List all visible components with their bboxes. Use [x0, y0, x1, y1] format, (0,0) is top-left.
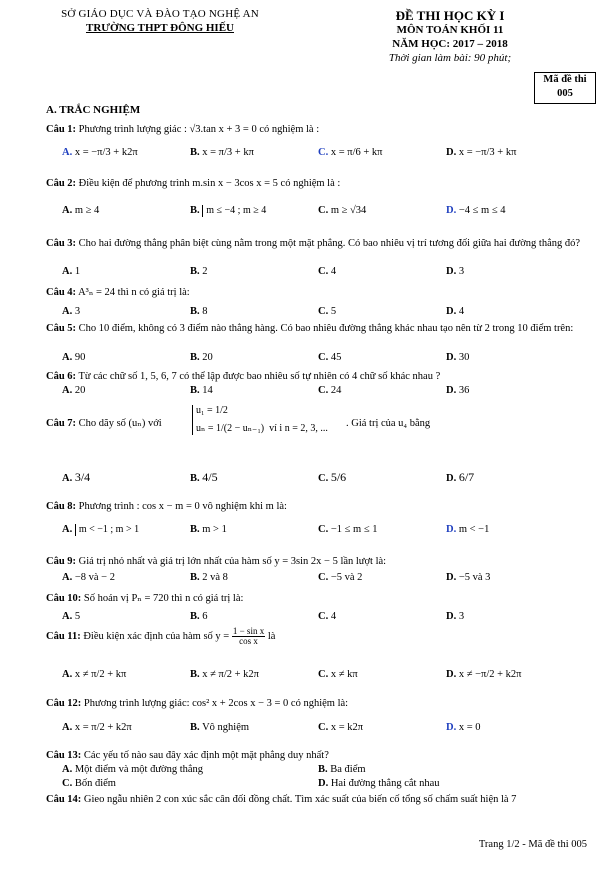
- question-number: Câu 9:: [46, 556, 77, 567]
- option-text[interactable]: 14: [202, 385, 213, 396]
- option-text[interactable]: 3: [74, 306, 81, 317]
- question-number: Câu 11:: [46, 630, 81, 642]
- option-text[interactable]: m < −1 ; m > 1: [75, 524, 139, 536]
- option-letter: A.: [62, 385, 73, 396]
- question-text: Điều kiện xác định của hàm số y =: [83, 630, 230, 642]
- page-footer: Trang 1/2 - Mã đề thi 005: [478, 839, 587, 850]
- option-text[interactable]: x ≠ kπ: [330, 669, 358, 680]
- option-letter: D.: [446, 147, 457, 158]
- option-text[interactable]: 4: [458, 306, 465, 317]
- question-number: Câu 14:: [46, 794, 82, 805]
- exam-title: ĐỀ THI HỌC KỲ I: [395, 8, 505, 23]
- option-text[interactable]: 45: [330, 352, 342, 363]
- question-11: [46, 627, 586, 646]
- option-letter: B.: [190, 306, 200, 317]
- fraction-numerator: 1 − sin x: [232, 626, 265, 636]
- school-name: TRƯỜNG THPT ĐÔNG HIẾU: [85, 21, 234, 34]
- question-number: Câu 7:: [46, 418, 77, 429]
- question-number: Câu 2:: [46, 178, 77, 189]
- duration: Thời gian làm bài: 90 phút;: [388, 51, 512, 64]
- option-letter: A.: [62, 205, 73, 216]
- option-letter: D.: [446, 266, 457, 277]
- option-letter: B.: [190, 385, 200, 396]
- exam-code-box: [534, 72, 596, 104]
- recurrence-initial: u₁ = 1/2: [196, 405, 228, 416]
- question-number: Câu 3:: [46, 238, 77, 249]
- option-text[interactable]: x = π/2 + k2π: [74, 722, 132, 733]
- question-text-end: là: [267, 630, 276, 642]
- option-letter: A.: [62, 764, 73, 775]
- question-text: Cho dãy số (uₙ) với: [78, 418, 162, 429]
- option-text[interactable]: 36: [458, 385, 470, 396]
- option-text[interactable]: 4/5: [202, 470, 218, 484]
- question-13: [46, 749, 586, 762]
- option-text[interactable]: −1 ≤ m ≤ 1: [330, 524, 378, 535]
- option-letter: A.: [62, 147, 73, 158]
- option-letter: D.: [446, 611, 457, 622]
- option-text[interactable]: Hai đường thẳng cắt nhau: [330, 778, 440, 789]
- option-text[interactable]: m ≥ 4: [74, 205, 100, 216]
- option-letter: A.: [62, 572, 73, 583]
- option-text[interactable]: 2: [202, 266, 208, 277]
- option-letter: C.: [318, 147, 329, 158]
- option-text[interactable]: 1: [74, 266, 81, 277]
- question-text: Gieo ngẫu nhiên 2 con xúc sắc cân đối đồng chất. Tìm xác suất của biến cố tổng số chấm suất hiện là 7: [83, 794, 517, 805]
- option-letter: B.: [190, 722, 200, 733]
- question-text-end: . Giá trị của u₄ bằng: [346, 418, 431, 429]
- subject: MÔN TOÁN KHỐI 11: [396, 24, 504, 37]
- option-letter: B.: [190, 669, 200, 680]
- option-text[interactable]: 6: [202, 611, 208, 622]
- option-letter: D.: [446, 306, 457, 317]
- option-text[interactable]: x ≠ −π/2 + k2π: [458, 669, 522, 680]
- fraction-denominator: cos x: [239, 636, 258, 646]
- option-letter: B.: [190, 352, 200, 363]
- option-letter: B.: [190, 147, 200, 158]
- option-letter: B.: [318, 764, 328, 775]
- option-text[interactable]: 5: [74, 611, 81, 622]
- header-right: [330, 8, 570, 66]
- option-letter: B.: [190, 611, 200, 622]
- option-text[interactable]: 5: [330, 306, 337, 317]
- question-text: Phương trình : cos x − m = 0 vô nghiệm khi m là:: [78, 501, 287, 512]
- option-letter: C.: [318, 722, 329, 733]
- question-14: [46, 793, 586, 806]
- option-letter: C.: [318, 473, 329, 484]
- option-letter: A.: [62, 473, 73, 484]
- option-letter: D.: [446, 385, 457, 396]
- option-letter: D.: [446, 722, 457, 733]
- question-text: Phương trình lượng giác : √3.tan x + 3 = 0 có nghiệm là :: [78, 124, 320, 135]
- question-1: [46, 123, 586, 136]
- option-letter: B.: [190, 266, 200, 277]
- header-left: [40, 8, 280, 36]
- option-text[interactable]: Bốn điểm: [74, 778, 116, 789]
- question-number: Câu 10:: [46, 593, 82, 604]
- option-text[interactable]: 30: [458, 352, 470, 363]
- question-4: [46, 286, 586, 299]
- exam-code: 005: [557, 88, 573, 99]
- option-text[interactable]: x = −π/3 + kπ: [458, 147, 517, 158]
- question-number: Câu 8:: [46, 501, 77, 512]
- option-text[interactable]: m ≤ −4 ; m ≥ 4: [202, 205, 266, 217]
- option-letter: D.: [446, 205, 457, 216]
- option-text[interactable]: −4 ≤ m ≤ 4: [458, 205, 506, 216]
- question-text: Cho hai đường thẳng phân biệt cùng nằm trong một mặt phẳng. Có bao nhiêu vị trí tương đối giữa hai đường thẳng đó?: [78, 238, 581, 249]
- option-text[interactable]: 90: [74, 352, 86, 363]
- option-letter: C.: [318, 266, 329, 277]
- recurrence-condition: ví i n = 2, 3, ...: [269, 423, 328, 434]
- option-letter: C.: [318, 385, 329, 396]
- option-letter: A.: [62, 611, 73, 622]
- option-letter: A.: [62, 266, 73, 277]
- option-text[interactable]: x = 0: [458, 722, 481, 733]
- question-9: [46, 555, 586, 568]
- option-letter: D.: [446, 572, 457, 583]
- question-text: Số hoán vị Pₙ = 720 thì n có giá trị là:: [83, 593, 244, 604]
- school-year: NĂM HỌC: 2017 – 2018: [392, 38, 508, 50]
- question-text: Cho 10 điểm, không có 3 điểm nào thẳng hàng. Có bao nhiêu đường thẳng khác nhau tạo nên từ 2 trong 10 điểm trên:: [78, 323, 574, 334]
- question-text: A³ₙ = 24 thì n có giá trị là:: [78, 287, 190, 298]
- option-letter: C.: [318, 306, 329, 317]
- question-text: Từ các chữ số 1, 5, 6, 7 có thể lập được bao nhiêu số tự nhiên có 4 chữ số khác nhau ?: [78, 371, 441, 382]
- question-number: Câu 1:: [46, 124, 77, 135]
- question-number: Câu 5:: [46, 323, 77, 334]
- department-name: SỞ GIÁO DỤC VÀ ĐÀO TẠO NGHỆ AN: [61, 8, 259, 20]
- option-letter: D.: [318, 778, 329, 789]
- option-letter: C.: [318, 572, 329, 583]
- option-letter: C.: [62, 778, 73, 789]
- option-text[interactable]: −8 và − 2: [74, 572, 115, 583]
- option-letter: C.: [318, 669, 329, 680]
- option-letter: C.: [318, 205, 329, 216]
- option-letter: B.: [190, 524, 200, 535]
- option-letter: A.: [62, 669, 73, 680]
- option-text[interactable]: x = π/6 + kπ: [330, 147, 383, 158]
- question-number: Câu 4:: [46, 287, 77, 298]
- option-letter: A.: [62, 722, 73, 733]
- question-text: Phương trình lượng giác: cos² x + 2cos x − 3 = 0 có nghiệm là:: [83, 698, 349, 709]
- question-3: [46, 237, 586, 250]
- option-letter: B.: [190, 572, 200, 583]
- option-text[interactable]: −5 và 3: [458, 572, 491, 583]
- option-text[interactable]: 4: [330, 266, 337, 277]
- option-text[interactable]: m < −1: [458, 524, 490, 535]
- option-letter: A.: [62, 524, 73, 535]
- option-text[interactable]: x ≠ π/2 + k2π: [202, 669, 259, 680]
- option-text[interactable]: 20: [202, 352, 213, 363]
- question-6: [46, 370, 586, 383]
- option-text[interactable]: −5 và 2: [330, 572, 363, 583]
- option-text[interactable]: x = k2π: [330, 722, 364, 733]
- option-letter: C.: [318, 352, 329, 363]
- option-text[interactable]: 8: [202, 306, 208, 317]
- recurrence-rule: uₙ = 1/(2 − uₙ₋₁): [196, 423, 265, 434]
- option-text[interactable]: 6/7: [458, 470, 475, 484]
- question-number: Câu 13:: [46, 750, 82, 761]
- option-letter: B.: [190, 205, 200, 216]
- option-text[interactable]: Ba điểm: [330, 764, 366, 775]
- option-text[interactable]: m > 1: [202, 524, 227, 535]
- question-text: Giá trị nhỏ nhất và giá trị lớn nhất của hàm số y = 3sin 2x − 5 lần lượt là:: [78, 556, 387, 567]
- question-8: [46, 500, 586, 513]
- option-text[interactable]: m ≥ √34: [330, 205, 367, 216]
- option-letter: D.: [446, 524, 457, 535]
- option-letter: A.: [62, 352, 73, 363]
- option-text[interactable]: x = π/3 + kπ: [202, 147, 254, 158]
- question-5: [46, 322, 586, 335]
- option-letter: A.: [62, 306, 73, 317]
- question-number: Câu 12:: [46, 698, 82, 709]
- section-title: A. TRẮC NGHIỆM: [46, 104, 141, 116]
- question-text: Điều kiện để phương trình m.sin x − 3cos x = 5 có nghiệm là :: [78, 178, 341, 189]
- option-letter: C.: [318, 524, 329, 535]
- option-letter: C.: [318, 611, 329, 622]
- option-text[interactable]: 3: [458, 266, 465, 277]
- option-letter: D.: [446, 473, 457, 484]
- option-text[interactable]: 4: [330, 611, 337, 622]
- option-text[interactable]: x = −π/3 + k2π: [74, 147, 138, 158]
- option-letter: D.: [446, 352, 457, 363]
- question-12: [46, 697, 586, 710]
- option-text[interactable]: 24: [330, 385, 342, 396]
- option-text[interactable]: 3/4: [74, 470, 91, 484]
- question-2: [46, 177, 586, 190]
- option-text[interactable]: Vô nghiệm: [202, 722, 250, 733]
- option-text[interactable]: 3: [458, 611, 465, 622]
- question-10: [46, 592, 586, 605]
- option-text[interactable]: 5/6: [330, 470, 347, 484]
- option-text[interactable]: 2 và 8: [202, 572, 228, 583]
- function-fraction: [232, 627, 265, 646]
- option-text[interactable]: Một điểm và một đường thẳng: [74, 764, 204, 775]
- option-letter: B.: [190, 473, 200, 484]
- option-letter: D.: [446, 669, 457, 680]
- question-text: Các yếu tố nào sau đây xác định một mặt phẳng duy nhất?: [83, 750, 329, 761]
- exam-code-label: Mã đề thi: [543, 74, 587, 85]
- question-number: Câu 6:: [46, 371, 77, 382]
- option-text[interactable]: x ≠ π/2 + kπ: [74, 669, 127, 680]
- option-text[interactable]: 20: [74, 385, 86, 396]
